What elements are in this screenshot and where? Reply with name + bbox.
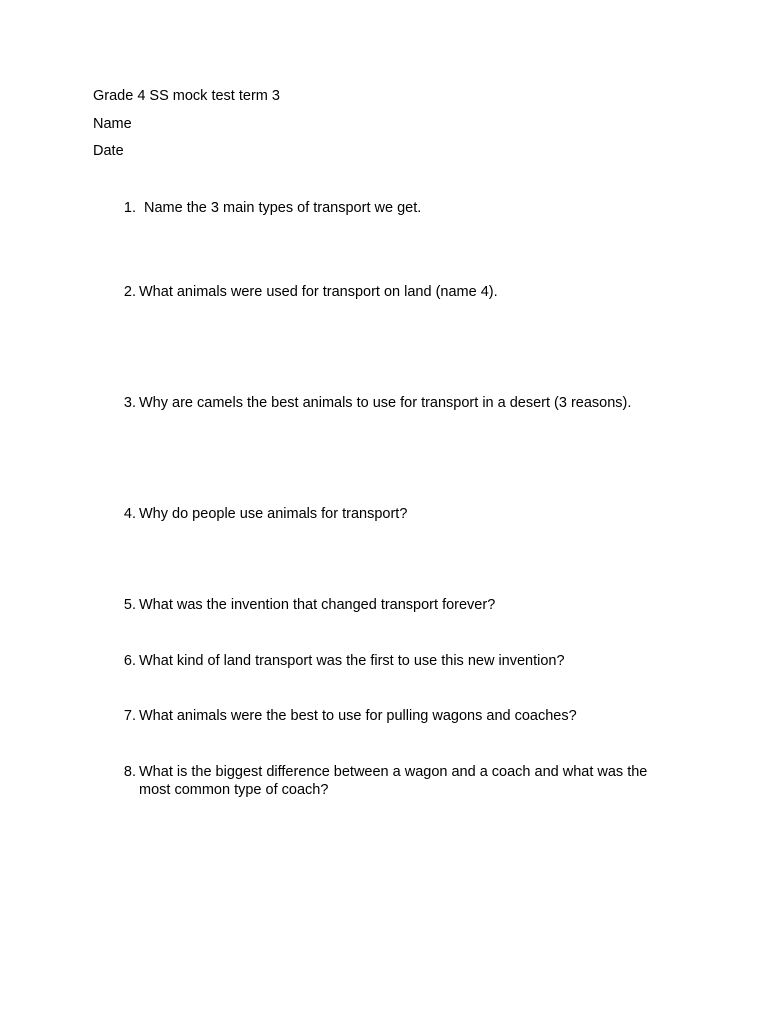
question-2: [114, 283, 684, 301]
question-3: [114, 394, 684, 412]
question-number: 2.: [123, 284, 136, 300]
question-number: 4.: [123, 506, 136, 522]
question-text: What kind of land transport was the first to use this new invention?: [139, 653, 565, 669]
question-8: [114, 763, 684, 799]
date-label: Date: [93, 143, 124, 159]
question-text: Why do people use animals for transport?: [139, 506, 408, 522]
question-text: What animals were the best to use for pulling wagons and coaches?: [139, 708, 577, 724]
question-text: What was the invention that changed transport forever?: [139, 597, 496, 613]
question-text: What is the biggest difference between a wagon and a coach and what was the most common type of coach?: [139, 764, 648, 798]
question-4: [114, 505, 684, 523]
name-label: Name: [93, 116, 132, 132]
question-text: What animals were used for transport on land (name 4).: [139, 284, 498, 300]
question-5: [114, 596, 684, 614]
question-number: 1.: [123, 200, 136, 216]
question-number: 3.: [123, 395, 136, 411]
question-1: [114, 199, 684, 217]
question-text: Name the 3 main types of transport we get.: [144, 200, 422, 216]
test-title: Grade 4 SS mock test term 3: [93, 88, 280, 104]
question-number: 8.: [123, 764, 136, 780]
question-6: [114, 652, 684, 670]
question-text: Why are camels the best animals to use for transport in a desert (3 reasons).: [139, 395, 632, 411]
question-number: 6.: [123, 653, 136, 669]
question-7: [114, 707, 684, 725]
question-number: 7.: [123, 708, 136, 724]
question-number: 5.: [123, 597, 136, 613]
